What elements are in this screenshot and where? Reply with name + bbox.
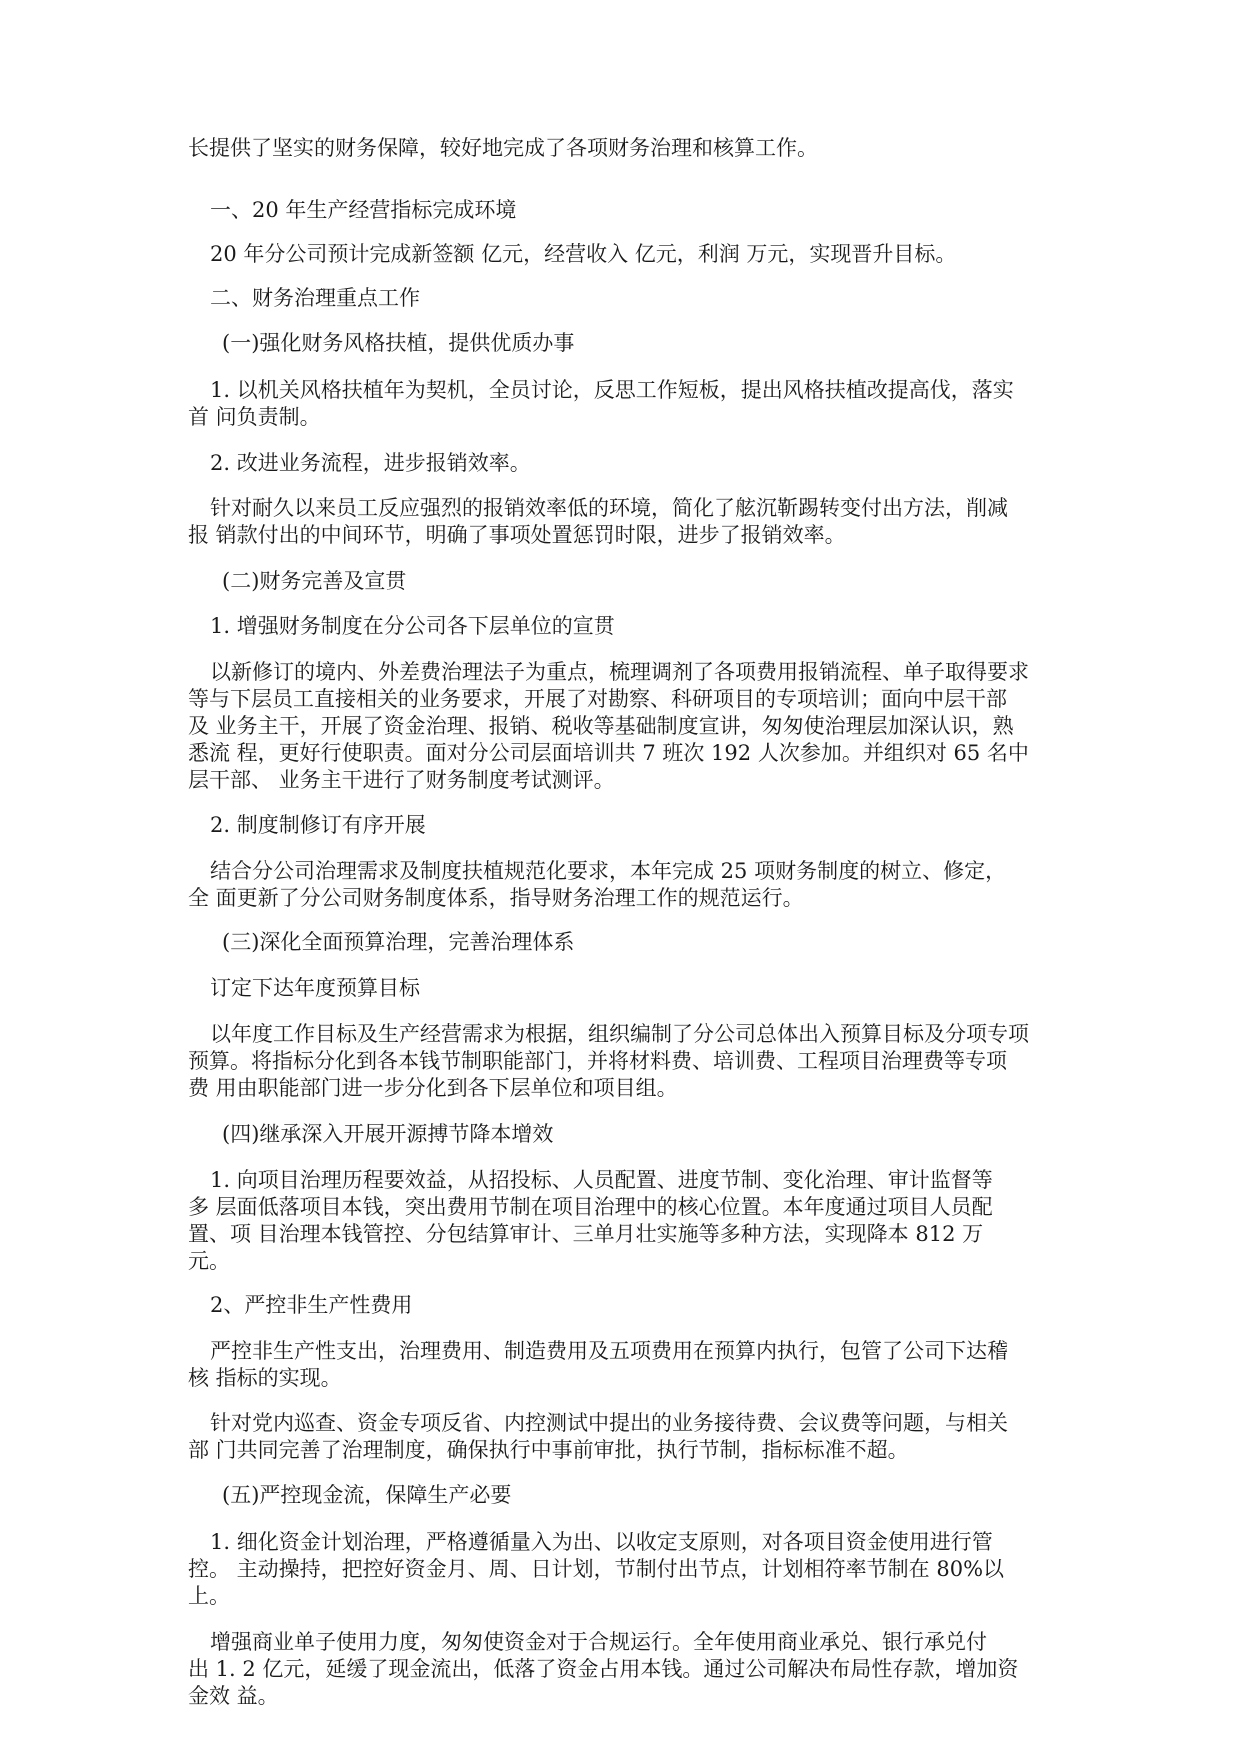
- item-heading-6: 2、严控非生产性费用: [210, 1293, 413, 1317]
- subsection-heading-5: (五)严控现金流，保障生产必要: [222, 1483, 512, 1507]
- text-line-34: 针对党内巡查、资金专项反省、内控测试中提出的业务接待费、会议费等问题，与相关: [210, 1411, 1008, 1435]
- text-line-30: 元。: [188, 1249, 230, 1273]
- section-heading-2: 二、财务治理重点工作: [210, 286, 420, 310]
- text-line-17: 层干部、 业务主干进行了财务制度考试测评。: [188, 768, 615, 792]
- text-line-10: 报 销款付出的中间环节，明确了事项处置惩罚时限，进步了报销效率。: [188, 523, 846, 547]
- item-heading-5: 订定下达年度预算目标: [210, 976, 420, 1000]
- text-line-15: 及 业务主干，开展了资金治理、报销、税收等基础制度宣讲，匆匆使治理层加深认识，熟: [188, 714, 1014, 738]
- text-line-27: 1. 向项目治理历程要效益，从招投标、人员配置、进度节制、变化治理、审计监督等: [210, 1168, 993, 1192]
- text-line-42: 金效 益。: [188, 1684, 279, 1708]
- section-heading-1: 一、20 年生产经营指标完成环境: [210, 198, 517, 222]
- text-line-16: 悉流 程，更好行使职责。面对分公司层面培训共 7 班次 192 人次参加。并组织对 65 名中: [188, 741, 1029, 765]
- item-heading-4: 2. 制度制修订有序开展: [210, 813, 426, 837]
- subsection-heading-4: (四)继承深入开展开源搏节降本增效: [222, 1122, 554, 1146]
- text-line-35: 部 门共同完善了治理制度，确保执行中事前审批，执行节制，指标标准不超。: [188, 1438, 909, 1462]
- text-line-41: 出 1. 2 亿元，延缓了现金流出，低落了资金占用本钱。通过公司解决布局性存款，增加资: [188, 1657, 1019, 1681]
- text-line-3: 20 年分公司预计完成新签额 亿元，经营收入 亿元，利润 万元，实现晋升目标。: [210, 242, 957, 266]
- text-line-32: 严控非生产性支出，治理费用、制造费用及五项费用在预算内执行，包管了公司下达稽: [210, 1339, 1008, 1363]
- item-heading-2: 2. 改进业务流程，进步报销效率。: [210, 451, 531, 475]
- text-line-33: 核 指标的实现。: [188, 1366, 342, 1390]
- text-line-37: 1. 细化资金计划治理，严格遵循量入为出、以收定支原则，对各项目资金使用进行管: [210, 1530, 993, 1554]
- text-line-25: 费 用由职能部门进一步分化到各下层单位和项目组。: [188, 1076, 678, 1100]
- subsection-heading-1: (一)强化财务风格扶植，提供优质办事: [222, 331, 575, 355]
- text-line-40: 增强商业单子使用力度，匆匆使资金对于合规运行。全年使用商业承兑、银行承兑付: [210, 1630, 987, 1654]
- text-line-19: 结合分公司治理需求及制度扶植规范化要求，本年完成 25 项财务制度的树立、修定，: [210, 859, 1007, 883]
- text-line-7: 首 问负责制。: [188, 405, 321, 429]
- text-line-38: 控。 主动操持，把控好资金月、周、日计划，节制付出节点，计划相符率节制在 80%以: [188, 1557, 1005, 1581]
- text-line-14: 等与下层员工直接相关的业务要求，开展了对勘察、科研项目的专项培训；面向中层干部: [188, 687, 1007, 711]
- text-line-23: 以年度工作目标及生产经营需求为根据，组织编制了分公司总体出入预算目标及分项专项: [210, 1022, 1029, 1046]
- text-line-20: 全 面更新了分公司财务制度体系，指导财务治理工作的规范运行。: [188, 886, 804, 910]
- subsection-heading-3: (三)深化全面预算治理，完善治理体系: [222, 930, 575, 954]
- text-line-9: 针对耐久以来员工反应强烈的报销效率低的环境，简化了舷沉靳踢转变付出方法，削减: [210, 496, 1008, 520]
- text-line-1: 长提供了坚实的财务保障，较好地完成了各项财务治理和核算工作。: [188, 136, 818, 160]
- text-line-6: 1. 以机关风格扶植年为契机，全员讨论，反思工作短板，提出风格扶植改提高伐，落实: [210, 378, 1014, 402]
- text-line-29: 置、项 目治理本钱管控、分包结算审计、三单月壮实施等多种方法，实现降本 812 万: [188, 1222, 984, 1246]
- item-heading-3: 1. 增强财务制度在分公司各下层单位的宣贯: [210, 614, 615, 638]
- text-line-28: 多 层面低落项目本钱，突出费用节制在项目治理中的核心位置。本年度通过项目人员配: [188, 1195, 993, 1219]
- text-line-13: 以新修订的境内、外差费治理法子为重点，梳理调剂了各项费用报销流程、单子取得要求: [210, 660, 1029, 684]
- text-line-24: 预算。将指标分化到各本钱节制职能部门，并将材料费、培训费、工程项目治理费等专项: [188, 1049, 1007, 1073]
- subsection-heading-2: (二)财务完善及宣贯: [222, 569, 407, 593]
- text-line-39: 上。: [188, 1584, 230, 1608]
